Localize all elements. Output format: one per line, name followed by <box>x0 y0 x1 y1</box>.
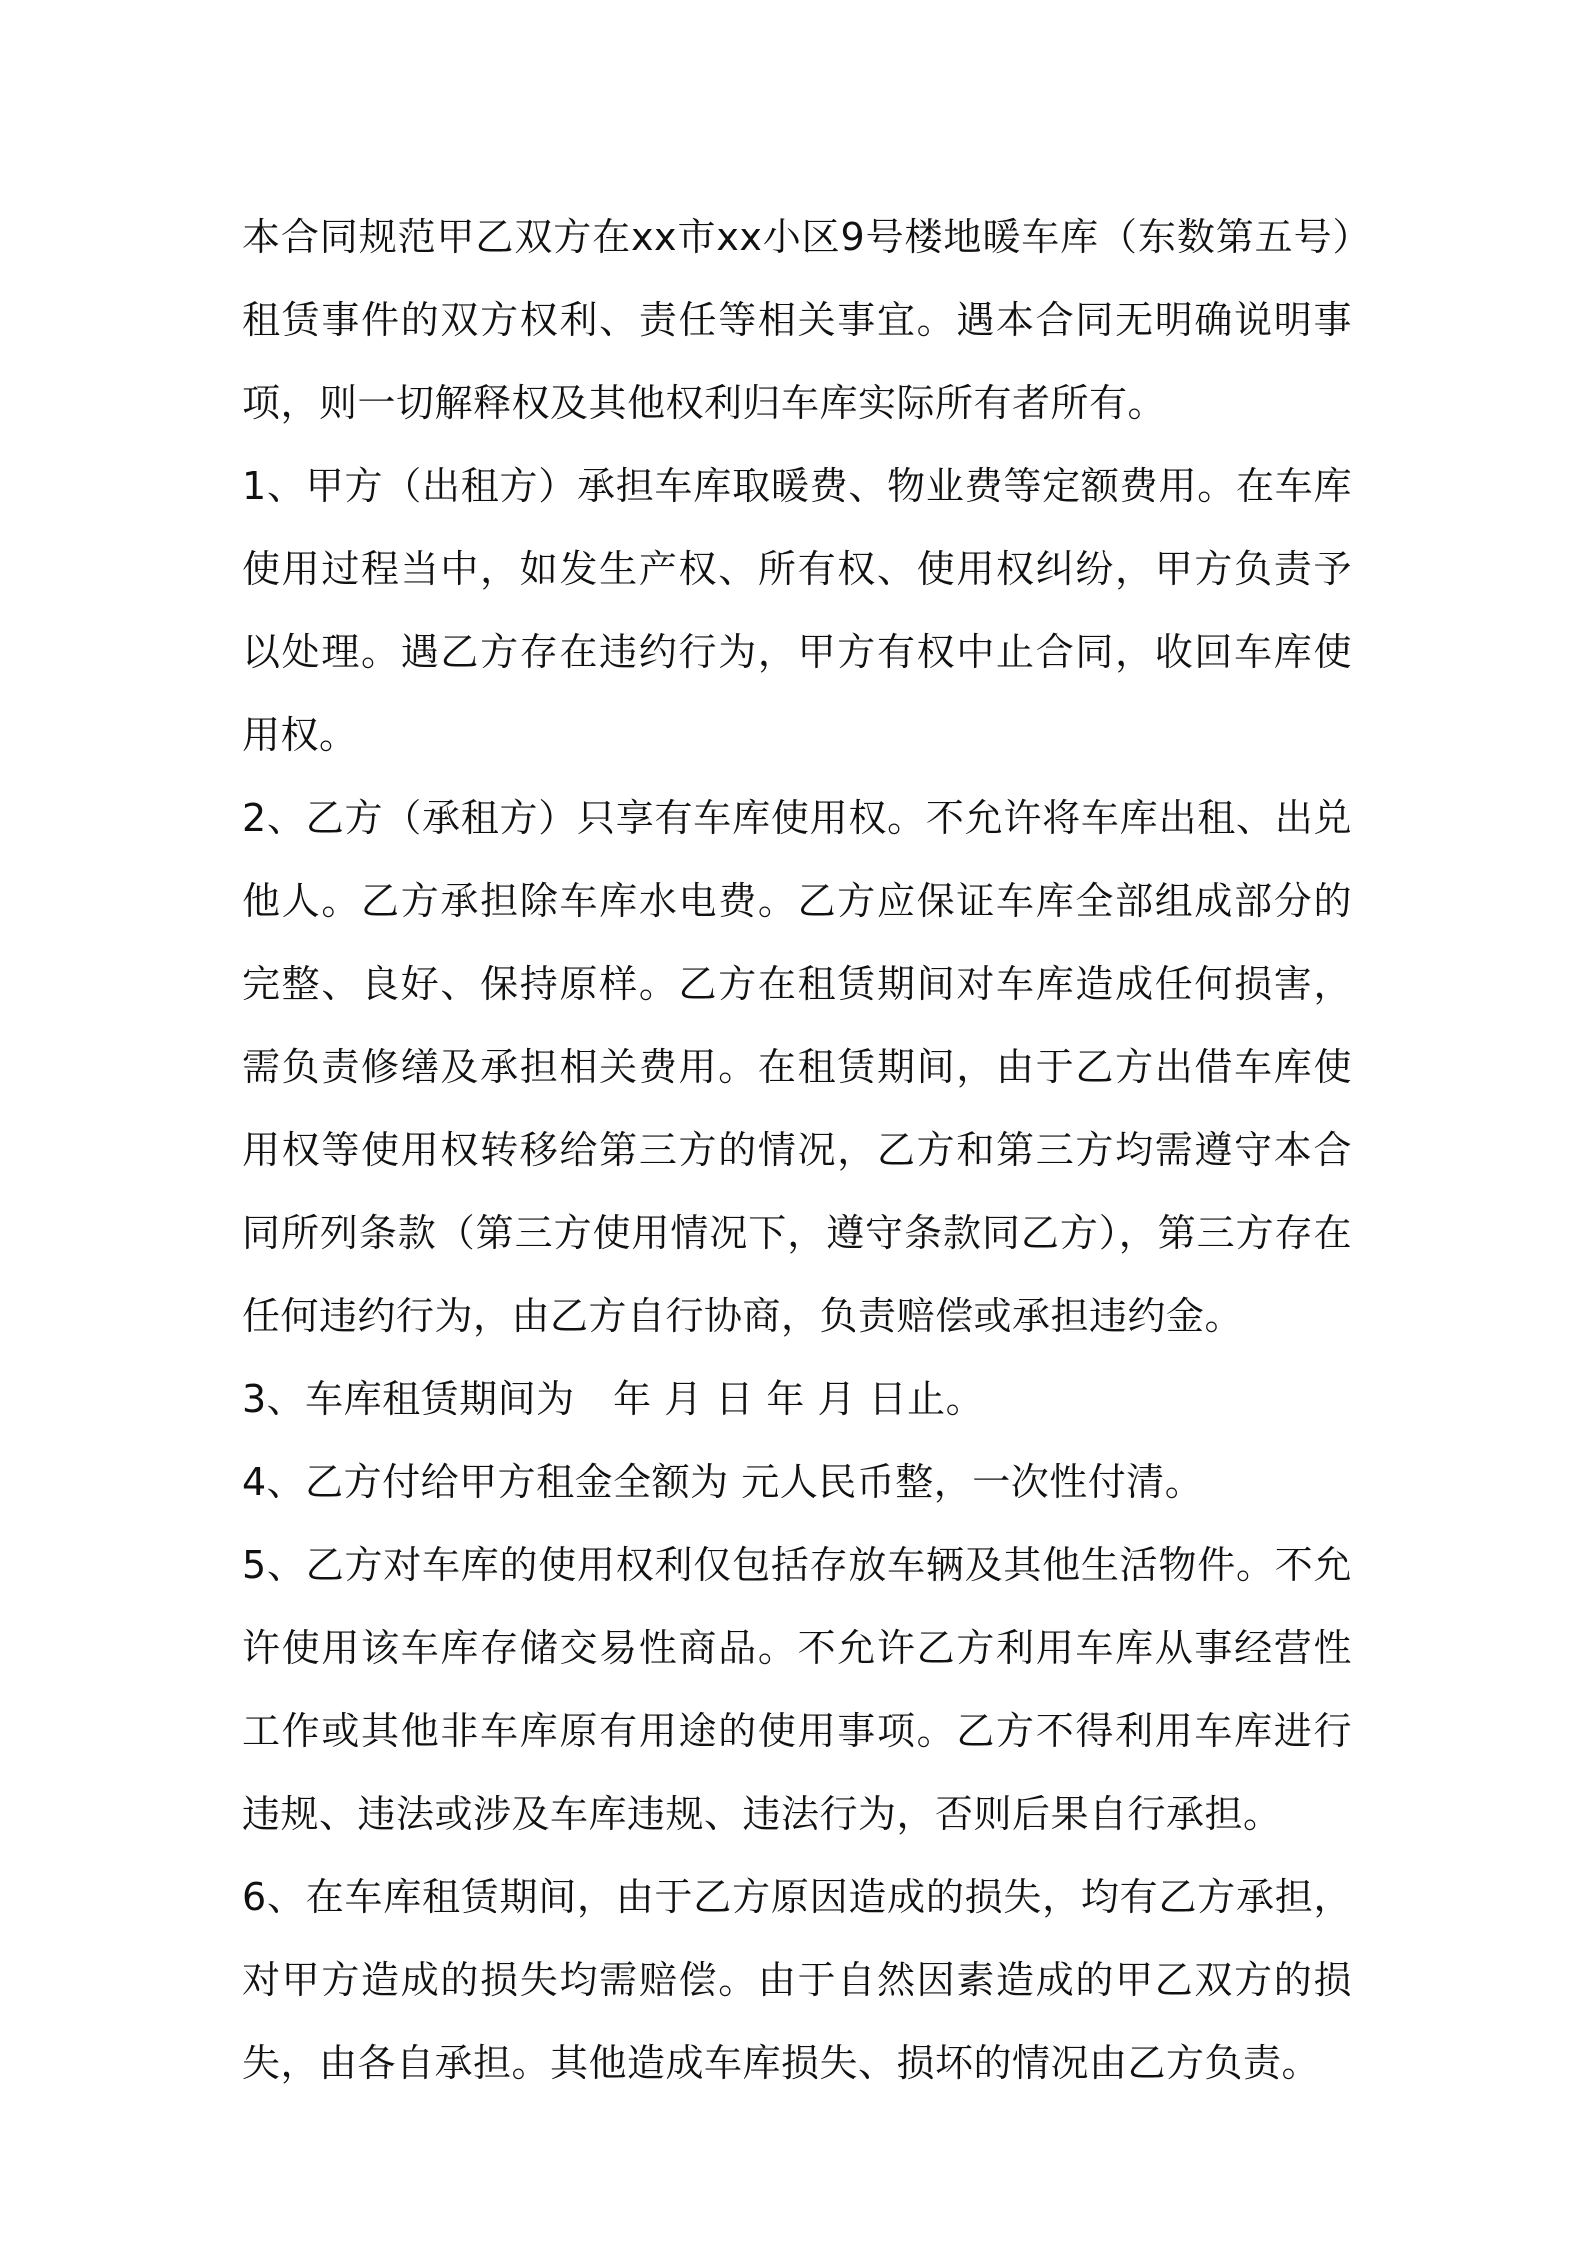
paragraph-clause-5: 5、乙方对车库的使用权利仅包括存放车辆及其他生活物件。不允许使用该车库存储交易性商品。不允许乙方利用车库从事经营性工作或其他非车库原有用途的使用事项。乙方不得利用车库进行违规、违法或涉及车库违规、违法行为，否则后果自行承担。 <box>242 1543 1352 1836</box>
paragraph-clause-3: 3、车库租赁期间为 年 月 日 年 月 日止。 <box>242 1377 985 1421</box>
paragraph-clause-1: 1、甲方（出租方）承担车库取暖费、物业费等定额费用。在车库使用过程当中，如发生产权、所有权、使用权纠纷，甲方负责予以处理。遇乙方存在违约行为，甲方有权中止合同，收回车库使用权。 <box>242 464 1352 757</box>
contract-body <box>242 196 1352 2105</box>
paragraph-clause-2: 2、乙方（承租方）只享有车库使用权。不允许将车库出租、出兑他人。乙方承担除车库水电费。乙方应保证车库全部组成部分的完整、良好、保持原样。乙方在租赁期间对车库造成任何损害，需负责修缮及承担相关费用。在租赁期间，由于乙方出借车库使用权等使用权转移给第三方的情况，乙方和第三方均需遵守本合同所列条款（第三方使用情况下，遵守条款同乙方），第三方存在任何违约行为，由乙方自行协商，负责赔偿或承担违约金。 <box>242 796 1352 1338</box>
paragraph-intro: 本合同规范甲乙双方在xx市xx小区9号楼地暖车库（东数第五号）租赁事件的双方权利、责任等相关事宜。遇本合同无明确说明事项，则一切解释权及其他权利归车库实际所有者所有。 <box>242 215 1352 425</box>
paragraph-clause-6: 6、在车库租赁期间，由于乙方原因造成的损失，均有乙方承担，对甲方造成的损失均需赔偿。由于自然因素造成的甲乙双方的损失，由各自承担。其他造成车库损失、损坏的情况由乙方负责。 <box>242 1875 1352 2085</box>
paragraph-clause-4: 4、乙方付给甲方租金全额为 元人民币整，一次性付清。 <box>242 1460 1204 1504</box>
